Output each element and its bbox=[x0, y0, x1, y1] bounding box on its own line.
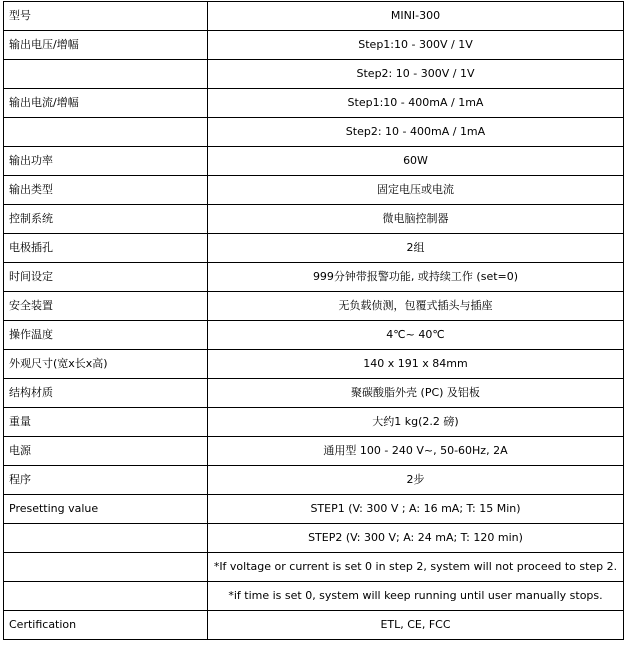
spec-value: 140 x 191 x 84mm bbox=[208, 350, 624, 379]
spec-value: 聚碳酸脂外壳 (PC) 及铝板 bbox=[208, 379, 624, 408]
table-row bbox=[4, 582, 624, 611]
spec-value: *if time is set 0, system will keep running until user manually stops. bbox=[208, 582, 624, 611]
spec-value: Step1:10 - 300V / 1V bbox=[208, 31, 624, 60]
spec-value: 通用型 100 - 240 V~, 50-60Hz, 2A bbox=[208, 437, 624, 466]
spec-value: 2组 bbox=[208, 234, 624, 263]
spec-label: 控制系统 bbox=[4, 205, 208, 234]
table-row bbox=[4, 89, 624, 118]
spec-label: 结构材质 bbox=[4, 379, 208, 408]
spec-value: MINI-300 bbox=[208, 2, 624, 31]
table-row bbox=[4, 118, 624, 147]
table-row bbox=[4, 263, 624, 292]
spec-label: 程序 bbox=[4, 466, 208, 495]
spec-label: 电源 bbox=[4, 437, 208, 466]
spec-value: ETL, CE, FCC bbox=[208, 611, 624, 640]
spec-value: STEP1 (V: 300 V ; A: 16 mA; T: 15 Min) bbox=[208, 495, 624, 524]
spec-table-body bbox=[4, 2, 624, 640]
table-row bbox=[4, 234, 624, 263]
table-row bbox=[4, 408, 624, 437]
spec-value: *If voltage or current is set 0 in step 2, system will not proceed to step 2. bbox=[208, 553, 624, 582]
spec-label: 电极插孔 bbox=[4, 234, 208, 263]
table-row bbox=[4, 350, 624, 379]
table-row bbox=[4, 611, 624, 640]
spec-label: Presetting value bbox=[4, 495, 208, 524]
spec-label: 时间设定 bbox=[4, 263, 208, 292]
spec-value: 大约1 kg(2.2 磅) bbox=[208, 408, 624, 437]
spec-value: Step1:10 - 400mA / 1mA bbox=[208, 89, 624, 118]
spec-label bbox=[4, 118, 208, 147]
spec-label: 输出类型 bbox=[4, 176, 208, 205]
spec-value: 999分钟带报警功能, 或持续工作 (set=0) bbox=[208, 263, 624, 292]
spec-label: 外观尺寸(宽x长x高) bbox=[4, 350, 208, 379]
spec-label: 输出电流/增幅 bbox=[4, 89, 208, 118]
spec-label bbox=[4, 553, 208, 582]
spec-value: Step2: 10 - 300V / 1V bbox=[208, 60, 624, 89]
spec-value: 微电脑控制器 bbox=[208, 205, 624, 234]
table-row bbox=[4, 176, 624, 205]
table-row bbox=[4, 524, 624, 553]
spec-table bbox=[3, 1, 624, 640]
spec-label bbox=[4, 60, 208, 89]
spec-value: 2步 bbox=[208, 466, 624, 495]
table-row bbox=[4, 147, 624, 176]
spec-label: 操作温度 bbox=[4, 321, 208, 350]
spec-value: 固定电压或电流 bbox=[208, 176, 624, 205]
spec-label: 输出电压/增幅 bbox=[4, 31, 208, 60]
spec-value: 60W bbox=[208, 147, 624, 176]
table-row bbox=[4, 379, 624, 408]
spec-label: 重量 bbox=[4, 408, 208, 437]
table-row bbox=[4, 553, 624, 582]
spec-value: 4℃~ 40℃ bbox=[208, 321, 624, 350]
spec-label: Certification bbox=[4, 611, 208, 640]
table-row bbox=[4, 466, 624, 495]
spec-value: 无负载侦测，包覆式插头与插座 bbox=[208, 292, 624, 321]
table-row bbox=[4, 205, 624, 234]
table-row bbox=[4, 60, 624, 89]
table-row bbox=[4, 31, 624, 60]
spec-label bbox=[4, 524, 208, 553]
spec-value: STEP2 (V: 300 V; A: 24 mA; T: 120 min) bbox=[208, 524, 624, 553]
spec-label bbox=[4, 582, 208, 611]
spec-label: 输出功率 bbox=[4, 147, 208, 176]
table-row bbox=[4, 292, 624, 321]
spec-label: 型号 bbox=[4, 2, 208, 31]
spec-label: 安全装置 bbox=[4, 292, 208, 321]
table-row bbox=[4, 437, 624, 466]
table-row bbox=[4, 321, 624, 350]
table-row bbox=[4, 495, 624, 524]
table-row bbox=[4, 2, 624, 31]
spec-value: Step2: 10 - 400mA / 1mA bbox=[208, 118, 624, 147]
